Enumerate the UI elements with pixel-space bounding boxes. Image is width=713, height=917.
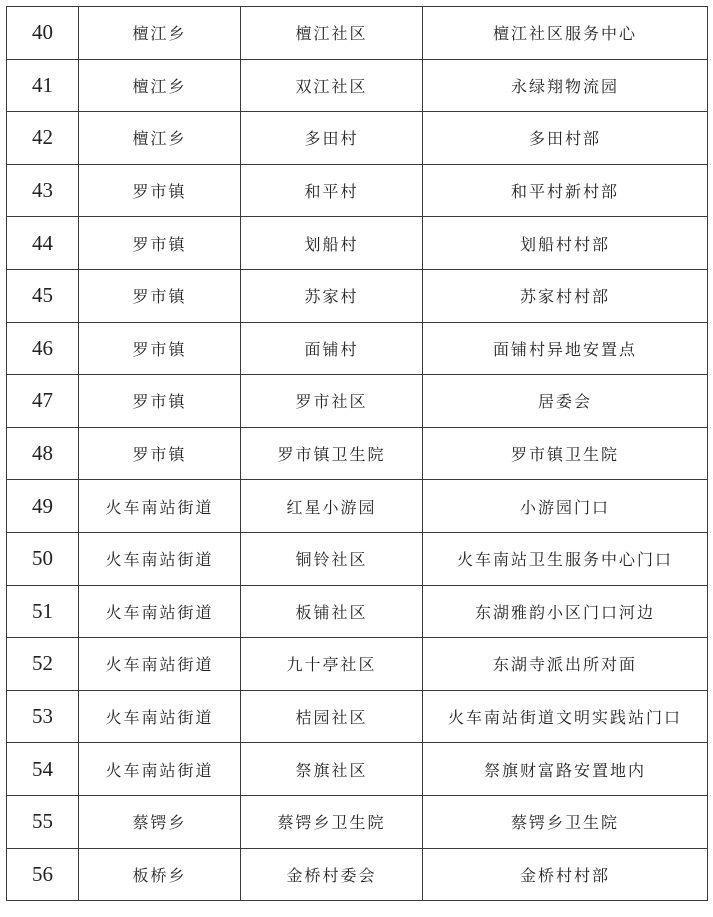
row-number-cell: 50 — [7, 532, 79, 585]
community-cell: 红星小游园 — [241, 480, 423, 533]
township-cell: 蔡锷乡 — [79, 795, 241, 848]
location-cell: 东湖雅韵小区门口河边 — [423, 585, 708, 638]
location-cell: 火车南站卫生服务中心门口 — [423, 532, 708, 585]
table-row — [7, 848, 708, 901]
row-number-cell: 46 — [7, 322, 79, 375]
table-row — [7, 690, 708, 743]
location-cell: 罗市镇卫生院 — [423, 427, 708, 480]
location-cell: 苏家村村部 — [423, 269, 708, 322]
community-cell: 双江社区 — [241, 59, 423, 112]
location-cell: 多田村部 — [423, 112, 708, 165]
township-cell: 罗市镇 — [79, 322, 241, 375]
table-row — [7, 585, 708, 638]
row-number-cell: 42 — [7, 112, 79, 165]
location-cell: 火车南站街道文明实践站门口 — [423, 690, 708, 743]
community-cell: 多田村 — [241, 112, 423, 165]
table-row — [7, 164, 708, 217]
township-cell: 火车南站街道 — [79, 690, 241, 743]
table-row — [7, 427, 708, 480]
community-cell: 蔡锷乡卫生院 — [241, 795, 423, 848]
row-number-cell: 52 — [7, 638, 79, 691]
location-cell: 划船村村部 — [423, 217, 708, 270]
township-cell: 火车南站街道 — [79, 585, 241, 638]
table-row — [7, 743, 708, 796]
location-cell: 蔡锷乡卫生院 — [423, 795, 708, 848]
community-cell: 金桥村委会 — [241, 848, 423, 901]
township-cell: 檀江乡 — [79, 7, 241, 60]
township-cell: 火车南站街道 — [79, 532, 241, 585]
township-cell: 火车南站街道 — [79, 743, 241, 796]
row-number-cell: 41 — [7, 59, 79, 112]
location-cell: 东湖寺派出所对面 — [423, 638, 708, 691]
community-cell: 面铺村 — [241, 322, 423, 375]
community-cell: 板铺社区 — [241, 585, 423, 638]
location-cell: 檀江社区服务中心 — [423, 7, 708, 60]
community-cell: 苏家村 — [241, 269, 423, 322]
table-row — [7, 480, 708, 533]
table-row — [7, 7, 708, 60]
township-cell: 罗市镇 — [79, 375, 241, 428]
row-number-cell: 45 — [7, 269, 79, 322]
community-cell: 罗市社区 — [241, 375, 423, 428]
table-body — [7, 7, 708, 901]
township-cell: 罗市镇 — [79, 164, 241, 217]
community-cell: 祭旗社区 — [241, 743, 423, 796]
township-cell: 檀江乡 — [79, 112, 241, 165]
township-cell: 罗市镇 — [79, 269, 241, 322]
table-row — [7, 375, 708, 428]
township-cell: 火车南站街道 — [79, 638, 241, 691]
community-cell: 九十亭社区 — [241, 638, 423, 691]
location-cell: 金桥村村部 — [423, 848, 708, 901]
location-table — [6, 6, 708, 901]
community-cell: 和平村 — [241, 164, 423, 217]
row-number-cell: 44 — [7, 217, 79, 270]
row-number-cell: 54 — [7, 743, 79, 796]
table-row — [7, 532, 708, 585]
location-cell: 永绿翔物流园 — [423, 59, 708, 112]
community-cell: 划船村 — [241, 217, 423, 270]
township-cell: 罗市镇 — [79, 217, 241, 270]
table-row — [7, 269, 708, 322]
location-cell: 小游园门口 — [423, 480, 708, 533]
community-cell: 罗市镇卫生院 — [241, 427, 423, 480]
row-number-cell: 55 — [7, 795, 79, 848]
table-row — [7, 217, 708, 270]
row-number-cell: 43 — [7, 164, 79, 217]
row-number-cell: 51 — [7, 585, 79, 638]
row-number-cell: 48 — [7, 427, 79, 480]
community-cell: 檀江社区 — [241, 7, 423, 60]
township-cell: 罗市镇 — [79, 427, 241, 480]
table-row — [7, 59, 708, 112]
township-cell: 火车南站街道 — [79, 480, 241, 533]
table-row — [7, 112, 708, 165]
location-cell: 祭旗财富路安置地内 — [423, 743, 708, 796]
row-number-cell: 56 — [7, 848, 79, 901]
community-cell: 桔园社区 — [241, 690, 423, 743]
row-number-cell: 47 — [7, 375, 79, 428]
table-row — [7, 638, 708, 691]
table-row — [7, 795, 708, 848]
location-cell: 和平村新村部 — [423, 164, 708, 217]
community-cell: 铜铃社区 — [241, 532, 423, 585]
location-cell: 面铺村异地安置点 — [423, 322, 708, 375]
township-cell: 板桥乡 — [79, 848, 241, 901]
table-row — [7, 322, 708, 375]
location-cell: 居委会 — [423, 375, 708, 428]
township-cell: 檀江乡 — [79, 59, 241, 112]
row-number-cell: 40 — [7, 7, 79, 60]
row-number-cell: 49 — [7, 480, 79, 533]
row-number-cell: 53 — [7, 690, 79, 743]
